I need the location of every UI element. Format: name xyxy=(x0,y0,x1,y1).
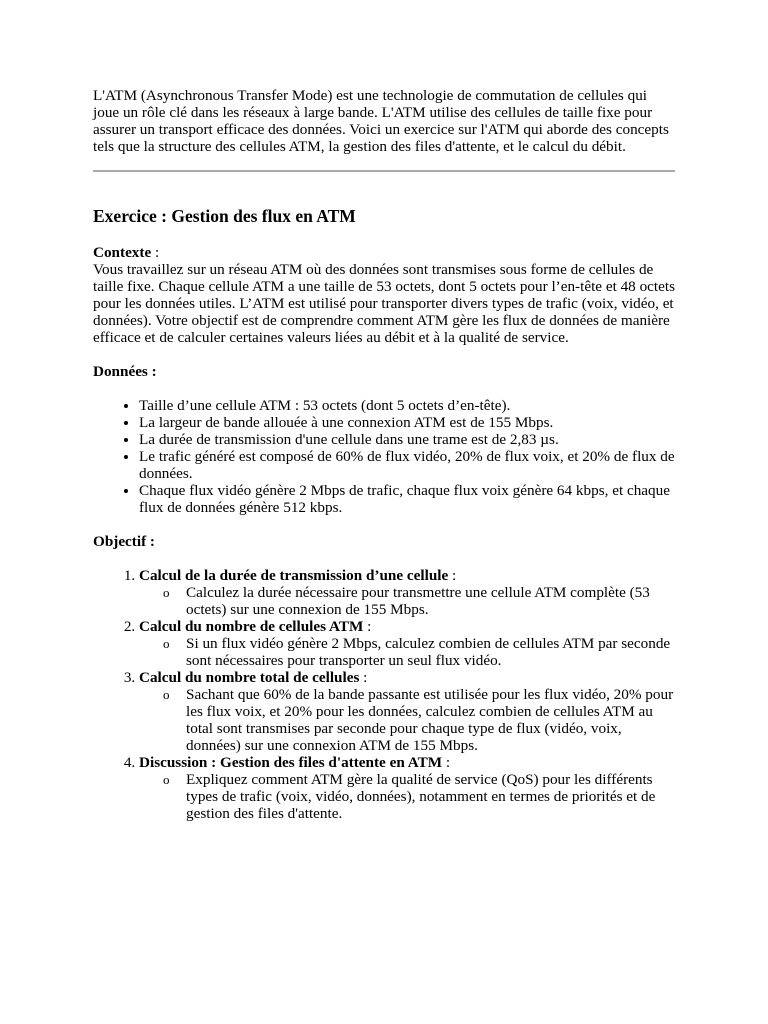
objectif-item-heading: Calcul du nombre total de cellules xyxy=(139,669,360,686)
objectif-item-heading: Calcul du nombre de cellules ATM xyxy=(139,618,364,635)
donnees-list xyxy=(93,397,675,516)
circle-bullet-icon: o xyxy=(163,636,170,651)
objectif-subitem xyxy=(163,771,675,822)
objectif-subitem xyxy=(163,584,675,618)
objectif-item-suffix: : xyxy=(442,754,451,771)
objectif-subitem xyxy=(163,686,675,754)
list-item: • Chaque flux vidéo génère 2 Mbps de trafic, chaque flux voix génère 64 kbps, et chaque flux de données génère 512 kbps. xyxy=(139,482,675,516)
exercise-title: Exercice : Gestion des flux en ATM xyxy=(93,206,356,226)
objectif-item-suffix: : xyxy=(448,567,457,584)
objectif-item-suffix: : xyxy=(359,669,368,686)
list-item: • Taille d’une cellule ATM : 53 octets (dont 5 octets d’en-tête). xyxy=(139,397,675,414)
horizontal-divider xyxy=(93,170,675,172)
objectif-item xyxy=(139,567,675,618)
objectif-subitem-text: Calculez la durée nécessaire pour transmettre une cellule ATM complète (53 octets) sur une connexion de 155 Mbps. xyxy=(186,584,650,618)
list-item: • La largeur de bande allouée à une connexion ATM est de 155 Mbps. xyxy=(139,414,675,431)
contexte-label: Contexte xyxy=(93,244,152,261)
objectif-item xyxy=(139,754,675,822)
list-item: • La durée de transmission d'une cellule dans une trame est de 2,83 µs. xyxy=(139,431,675,448)
objectif-item xyxy=(139,669,675,754)
objectif-subitem-text: Sachant que 60% de la bande passante est utilisée pour les flux vidéo, 20% pour les flux voix, et 20% pour les données, calculez combien de cellules ATM au total sont transmises par seconde pour chaque type de flux (vidéo, voix, données) sur une connexion ATM de 155 Mbps. xyxy=(186,686,674,754)
circle-bullet-icon: o xyxy=(163,585,170,600)
objectif-sublist xyxy=(139,771,675,822)
document-page xyxy=(93,87,675,822)
objectif-item-suffix: : xyxy=(363,618,372,635)
donnees-label: Données : xyxy=(93,363,157,380)
objectif-item-heading: Discussion : Gestion des files d'attente en ATM xyxy=(139,754,443,771)
objectif-subitem-text: Expliquez comment ATM gère la qualité de service (QoS) pour les différents types de trafic (voix, vidéo, données), notamment en termes de priorités et de gestion des files d'attente. xyxy=(186,771,656,822)
intro-paragraph: L'ATM (Asynchronous Transfer Mode) est une technologie de commutation de cellules qui joue un rôle clé dans les réseaux à large bande. L'ATM utilise des cellules de taille fixe pour assurer un transport efficace des données. Voici un exercice sur l'ATM qui aborde des concepts tels que la structure des cellules ATM, la gestion des files d'attente, et le calcul du débit. xyxy=(93,87,669,155)
objectif-item-heading: Calcul de la durée de transmission d’une cellule xyxy=(139,567,449,584)
objectif-list xyxy=(93,567,675,822)
objectif-label: Objectif : xyxy=(93,533,155,550)
objectif-subitem-text: Si un flux vidéo génère 2 Mbps, calculez combien de cellules ATM par seconde sont nécessaires pour transporter un seul flux vidéo. xyxy=(186,635,671,669)
circle-bullet-icon: o xyxy=(163,687,170,702)
contexte-section xyxy=(93,244,675,346)
contexte-text: Vous travaillez sur un réseau ATM où des données sont transmises sous forme de cellules de taille fixe. Chaque cellule ATM a une taille de 53 octets, dont 5 octets pour l’en-tête et 48 octets pour les données utiles. L’ATM est utilisé pour transporter divers types de trafic (voix, vidéo, et données). Votre objectif est de comprendre comment ATM gère les flux de données de manière efficace et de calculer certaines valeurs liées au débit et à la qualité de service. xyxy=(93,261,676,346)
objectif-item xyxy=(139,618,675,669)
list-item: • Le trafic généré est composé de 60% de flux vidéo, 20% de flux voix, et 20% de flux de données. xyxy=(139,448,675,482)
objectif-sublist xyxy=(139,584,675,618)
contexte-label-suffix: : xyxy=(151,244,160,261)
circle-bullet-icon: o xyxy=(163,772,170,787)
objectif-sublist xyxy=(139,635,675,669)
objectif-subitem xyxy=(163,635,675,669)
objectif-sublist xyxy=(139,686,675,754)
